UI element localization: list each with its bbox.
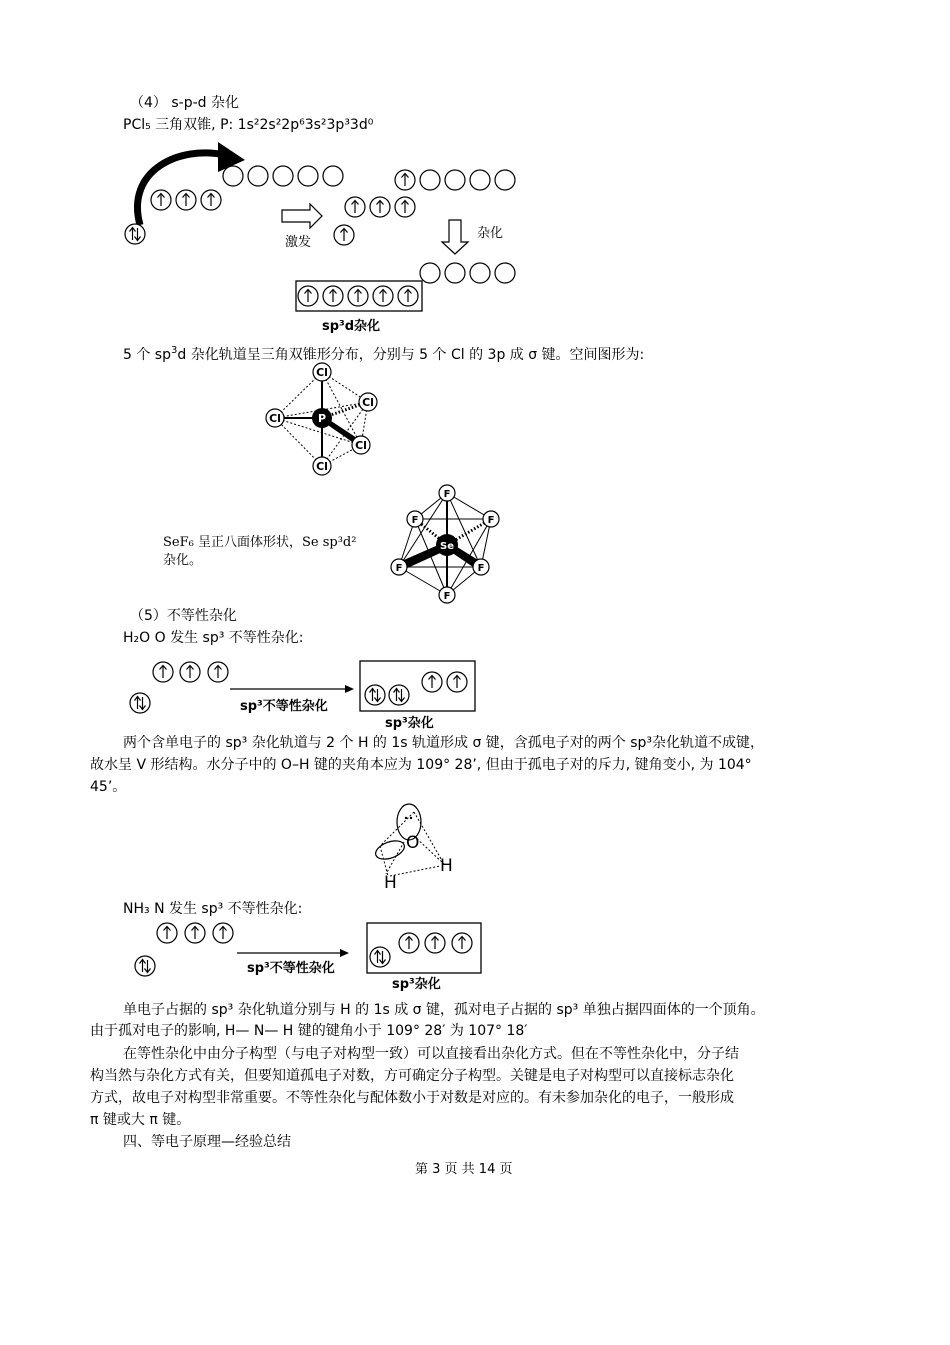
cl-atom-label: Cl [362,396,374,409]
h2o-paragraph-1: 两个含单电子的 sp³ 杂化轨道与 2 个 H 的 1s 轨道形成 σ 键，含孤电子对的两个 sp³杂化轨道不成键， [123,735,765,751]
f-atom-label: F [443,489,451,500]
nh3-line: NH₃ N 发生 sp³ 不等性杂化: [123,901,303,917]
o-atom-label: O [406,833,420,853]
cl-atom-label: Cl [269,412,281,425]
summary-paragraph-4: π 键或大 π 键。 [90,1112,191,1128]
sp3d-description: 5 个 $sp^3d$ 杂化轨道呈三角双锥形分布，分别与 5 个 Cl 的 3p 成 σ 键。空间图形为: [123,345,645,363]
nh3-paragraph-2: 由于孤对电子的影响, H— N— H 键的键角小于 109° 28′ 为 107° 18′ [90,1023,528,1039]
summary-paragraph-1: 在等性杂化中由分子构型（与电子对构型一致）可以直接看出杂化方式。但在不等性杂化中，分子结 [123,1046,739,1062]
summary-paragraph-2: 构当然与杂化方式有关，但要知道孤电子对数，方可确定分子构型。关键是电子对构型可以直接标志杂化 [90,1068,734,1084]
h2o-paragraph-3: 45’。 [90,779,127,795]
arrow-label-h2o: sp³不等性杂化 [240,699,328,714]
f-atom-label: F [411,515,419,526]
sp3-box-label-h2o: sp³杂化 [385,716,434,731]
f-atom-label: F [487,515,495,526]
hybrid-label: 杂化 [477,226,504,241]
cl-atom-label: Cl [355,439,367,452]
sef6-description: SeF₆ 呈正八面体形状，Se sp³d² [163,535,357,550]
excite-label: 激发 [285,235,312,250]
sef6-structure-diagram [385,483,515,608]
section-heading-spd: （4） s-p-d 杂化 [130,95,239,111]
h2o-structure-diagram [370,800,470,895]
sp3-box-label-nh3: sp³杂化 [392,977,441,992]
arrow-label-nh3: sp³不等性杂化 [247,961,335,976]
cl-atom-label: Cl [316,460,328,473]
pcl5-configuration: PCl₅ 三角双锥, P: 1s²2s²2p⁶3s²3p³3d⁰ [123,117,374,133]
pcl5-orbital-diagram [110,130,540,350]
p-atom-label: P [317,412,327,425]
f-atom-label: F [443,591,451,602]
h-atom-label: H [440,856,453,876]
section-heading-unequal: （5）不等性杂化 [130,608,237,624]
sef6-description-2: 杂化。 [163,553,203,568]
summary-paragraph-3: 方式，故电子对构型非常重要。不等性杂化与配体数小于对数是对应的。有未参加杂化的电子，一般形成 [90,1090,734,1106]
cl-atom-label: Cl [316,366,328,379]
section-heading-isoelectronic: 四、等电子原理—经验总结 [123,1134,291,1150]
h2o-line: H₂O O 发生 sp³ 不等性杂化: [123,630,304,646]
f-atom-label: F [477,563,485,574]
f-atom-label: F [395,563,403,574]
se-atom-label: Se [440,541,454,552]
pcl5-structure-diagram [255,360,395,480]
sp3d-label: sp³d杂化 [322,319,381,334]
h2o-paragraph-2: 故水呈 V 形结构。水分子中的 O–H 键的夹角本应为 109° 28’, 但由于孤电子对的斥力, 键角变小, 为 104° [90,757,752,773]
nh3-paragraph-1: 单电子占据的 sp³ 杂化轨道分别与 H 的 1s 成 σ 键，孤对电子占据的 sp³ 单独占据四面体的一个顶角。 [123,1002,765,1018]
page-footer: 第 3 页 共 14 页 [415,1162,513,1177]
h-atom-label: H [384,873,397,893]
